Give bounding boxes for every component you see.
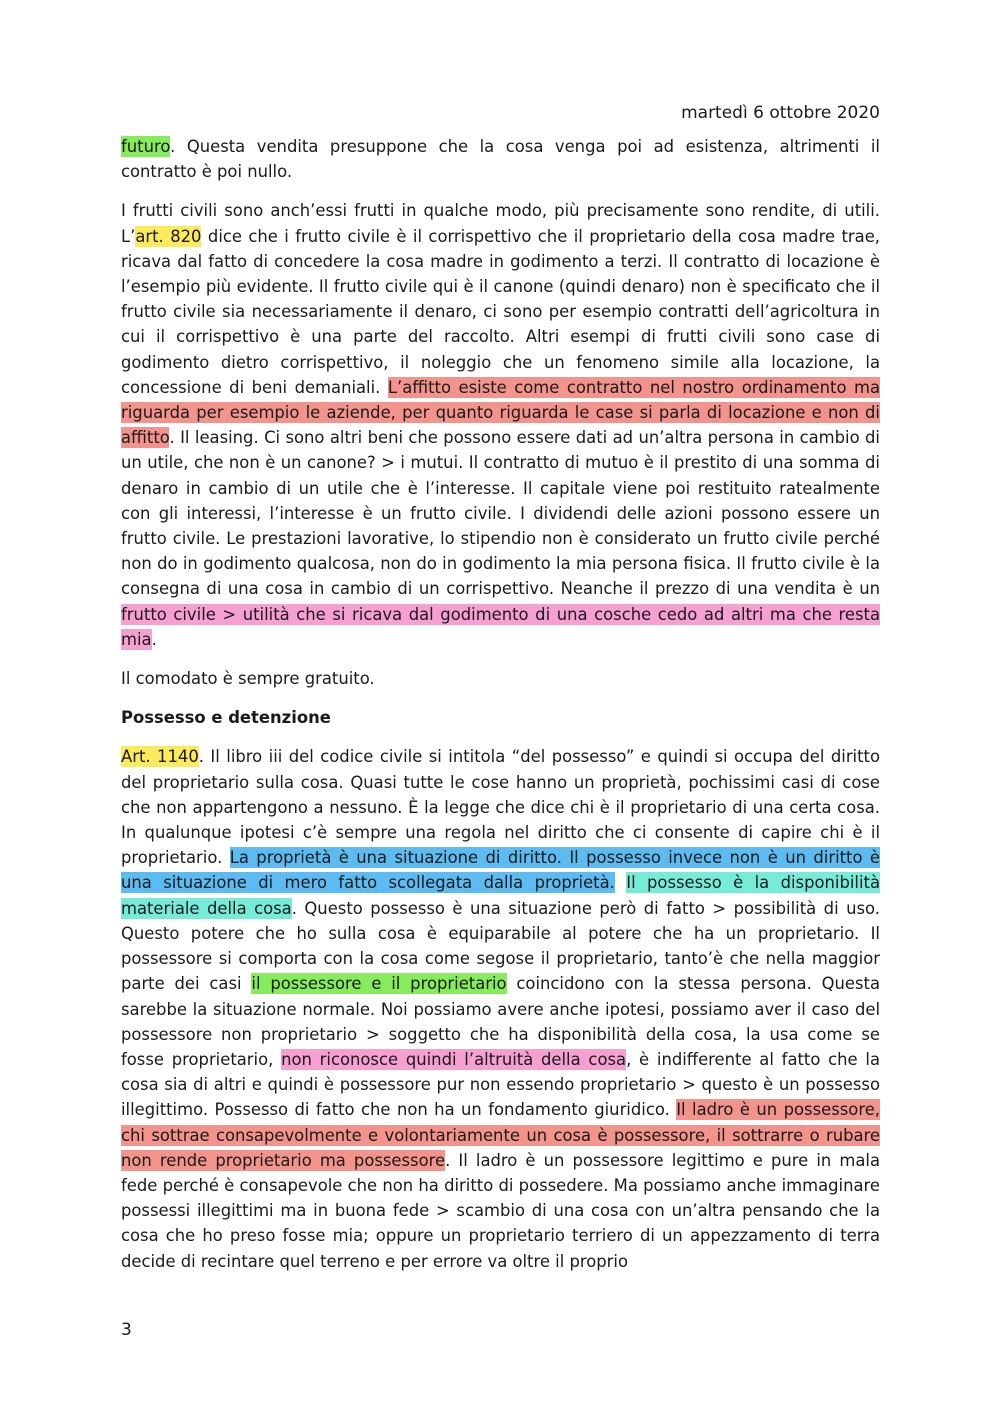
text	[615, 873, 626, 892]
highlight-green: futuro	[121, 137, 171, 156]
text: . Questa vendita presuppone che la cosa venga poi ad esistenza, altrimenti il contratto è poi nullo.	[121, 137, 880, 182]
highlight-red: Il ladro è un possessore, chi sottrae consapevolmente e volontariamente un cosa è possessore, il sottrarre o rubare non rende proprietario ma possessore	[121, 1100, 880, 1170]
text: .	[151, 629, 157, 649]
highlight-pink: frutto civile > utilità che si ricava dal godimento di una cosche cedo ad altri ma che resta mia	[121, 604, 880, 649]
paragraph-2	[121, 198, 880, 652]
paragraph-4	[121, 744, 880, 1273]
paragraph-1	[121, 134, 880, 184]
text: coincidono con la stessa persona. Questa sarebbe la situazione normale. Noi possiamo avere anche ipotesi, possiamo aver il caso del possessore non proprietario > soggetto che ha disponibilità della cosa, la usa come se fosse proprietario,	[121, 974, 880, 1069]
header-date: martedì 6 ottobre 2020	[681, 103, 880, 123]
highlight-yellow: art. 820	[135, 226, 202, 246]
text: . Questo possesso è una situazione però di fatto > possibilità di uso. Questo potere che ho sulla cosa è equiparabile al potere che ha un proprietario. Il possessore si comporta con la cosa come segose il proprietario, tanto’è che nella maggior parte dei casi	[121, 898, 880, 994]
text: , è indifferente al fatto che la cosa sia di altri e quindi è possessore pur non essendo proprietario > questo è un possesso illegittimo. Possesso di fatto che non ha un fondamento giuridico.	[121, 1049, 880, 1120]
highlight-green: il possessore e il proprietario	[251, 974, 507, 994]
paragraph-3: Il comodato è sempre gratuito.	[121, 669, 375, 689]
text: . Il ladro è un possessore legittimo e pure in mala fede perché è consapevole che non ha diritto di possedere. Ma possiamo anche immaginare possessi illegittimi ma in buona fede > scambio di una cosa con un’altra pensando che la cosa che ho preso fosse mia; oppure un proprietario terriero di un appezzamento di terra decide di recintare quel terreno e per errore va oltre il proprio	[121, 1150, 880, 1271]
highlight-cyan: Il possesso è la disponibilità materiale della cosa	[121, 873, 880, 918]
section-heading: Possesso e detenzione	[121, 708, 331, 728]
text: . Il libro iii del codice civile si intitola “del possesso” e quindi si occupa del diritto del proprietario sulla cosa. Quasi tutte le cose hanno un proprietà, pochissimi casi di cose che non appartengono a nessuno. È la legge che dice chi è il proprietario di una certa cosa. In qualunque ipotesi c’è sempre una regola nel diritto che ci consente di capire chi è il proprietario.	[121, 747, 880, 868]
highlight-pink: non riconosce quindi l’altruità della cosa	[281, 1049, 627, 1069]
page-number: 3	[121, 1320, 132, 1340]
text: . Il leasing. Ci sono altri beni che possono essere dati ad un’altra persona in cambio di un utile, che non è un canone? > i mutui. Il contratto di mutuo è il prestito di una somma di denaro in cambio di un utile che è l’interesse. Il capitale viene poi restituito ratealmente con gli interessi, l’interesse è un frutto civile. I dividendi delle azioni possono essere un frutto civile. Le prestazioni lavorative, lo stipendio non è considerato un frutto civile perché non do in godimento qualcosa, non do in godimento la mia persona fisica. Il frutto civile è la consegna di una cosa in cambio di un corrispettivo. Neanche il prezzo di una vendita è un	[121, 428, 880, 599]
highlight-red: L’affitto esiste come contratto nel nostro ordinamento ma riguarda per esempio le aziende, per quanto riguarda le case si parla di locazione e non di affitto	[121, 377, 880, 448]
page-body	[121, 134, 880, 1288]
text: I frutti civili sono anch’essi frutti in qualche modo, più precisamente sono rendite, di utili. L’	[121, 201, 880, 246]
highlight-blue: La proprietà è una situazione di diritto. Il possesso invece non è un diritto è una situazione di mero fatto scollegata dalla proprietà.	[121, 848, 881, 893]
highlight-yellow: Art. 1140	[121, 747, 199, 767]
text: dice che i frutto civile è il corrispettivo che il proprietario della cosa madre trae, ricava dal fatto di concedere la cosa madre in godimento a terzi. Il contratto di locazione è l’esempio più evidente. Il frutto civile qui è il canone (quindi denaro) non è specificato che il frutto civile sia necessariamente il denaro, ci sono per esempio contratti dell’agricoltura in cui il corrispettivo è una parte del raccolto. Altri esempi di frutti civili sono case di godimento dietro corrispettivo, il noleggio che un fenomeno simile alla locazione, la concessione di beni demaniali.	[121, 226, 880, 397]
